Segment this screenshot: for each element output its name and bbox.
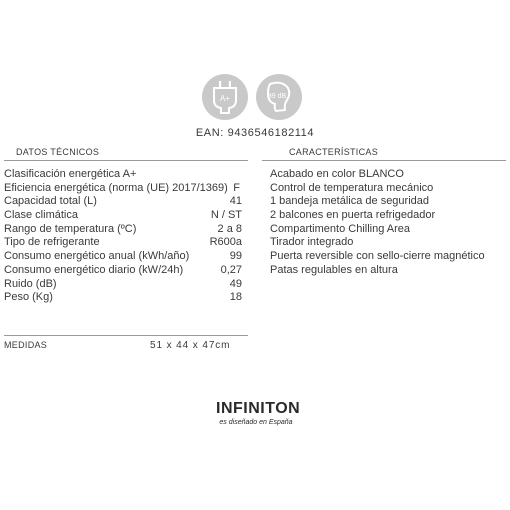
feature-item: Compartimento Chilling Area (270, 222, 411, 235)
spec-value: F (233, 181, 240, 194)
feature-item: Patas regulables en altura (270, 263, 398, 276)
ean-code: EAN: 9436546182114 (195, 127, 315, 139)
brand-tagline: es diseñado en España (219, 419, 293, 426)
feature-item: Puerta reversible con sello-cierre magnético (270, 250, 485, 263)
spec-label: Peso (Kg) (4, 291, 53, 304)
spec-value: 2 a 8 (217, 222, 242, 235)
feature-item: Acabado en color BLANCO (270, 168, 404, 180)
spec-value: 99 (229, 250, 242, 263)
spec-label: Capacidad total (L) (4, 195, 97, 208)
spec-label: Rango de temperatura (ºC) (4, 222, 137, 235)
spec-value: 49 (229, 277, 242, 290)
feature-item: Control de temperatura mecánico (270, 181, 434, 194)
noise-level-text: 39 dB (267, 93, 287, 100)
spec-row (4, 291, 248, 305)
spec-label: Clasificación energética A+ (4, 168, 137, 180)
spec-table (4, 168, 248, 305)
spec-row (4, 278, 248, 292)
spec-label: Eficiencia energética (norma (UE) 2017/1369) (4, 181, 228, 194)
medidas-label: MEDIDAS (4, 340, 48, 350)
noise-level-icon (256, 74, 302, 120)
spec-row (4, 250, 248, 264)
caracteristicas-divider (262, 160, 506, 161)
spec-label: Tipo de refrigerante (4, 236, 100, 249)
spec-label: Ruido (dB) (4, 277, 57, 290)
medidas-divider (4, 335, 248, 336)
feature-item: Tirador integrado (270, 236, 354, 249)
icon-badges (196, 74, 316, 124)
spec-row (4, 236, 248, 250)
feature-list (270, 168, 506, 278)
spec-value: N / ST (210, 209, 242, 222)
spec-label: Clase climática (4, 209, 78, 222)
spec-value: 41 (229, 195, 242, 208)
datos-divider (4, 160, 248, 161)
caracteristicas-heading: CARACTERÍSTICAS (289, 147, 379, 157)
spec-row (4, 168, 248, 182)
spec-row (4, 195, 248, 209)
spec-label: Consumo energético diario (kW/24h) (4, 263, 184, 276)
energy-class-text: A+ (219, 94, 231, 103)
brand-logo: INFINITON (216, 400, 301, 417)
spec-row (4, 182, 248, 196)
medidas-value: 51 x 44 x 47cm (150, 340, 231, 351)
spec-value: 18 (229, 291, 242, 304)
energy-plug-icon (202, 74, 248, 120)
spec-label: Consumo energético anual (kWh/año) (4, 250, 190, 263)
datos-tecnicos-heading: DATOS TÉCNICOS (16, 147, 100, 157)
spec-value: R600a (209, 236, 242, 249)
spec-value: 0,27 (220, 263, 242, 276)
feature-item: 1 bandeja metálica de seguridad (270, 195, 430, 208)
spec-row (4, 209, 248, 223)
feature-item: 2 balcones en puerta refrigedador (270, 209, 436, 222)
spec-row (4, 223, 248, 237)
spec-row (4, 264, 248, 278)
